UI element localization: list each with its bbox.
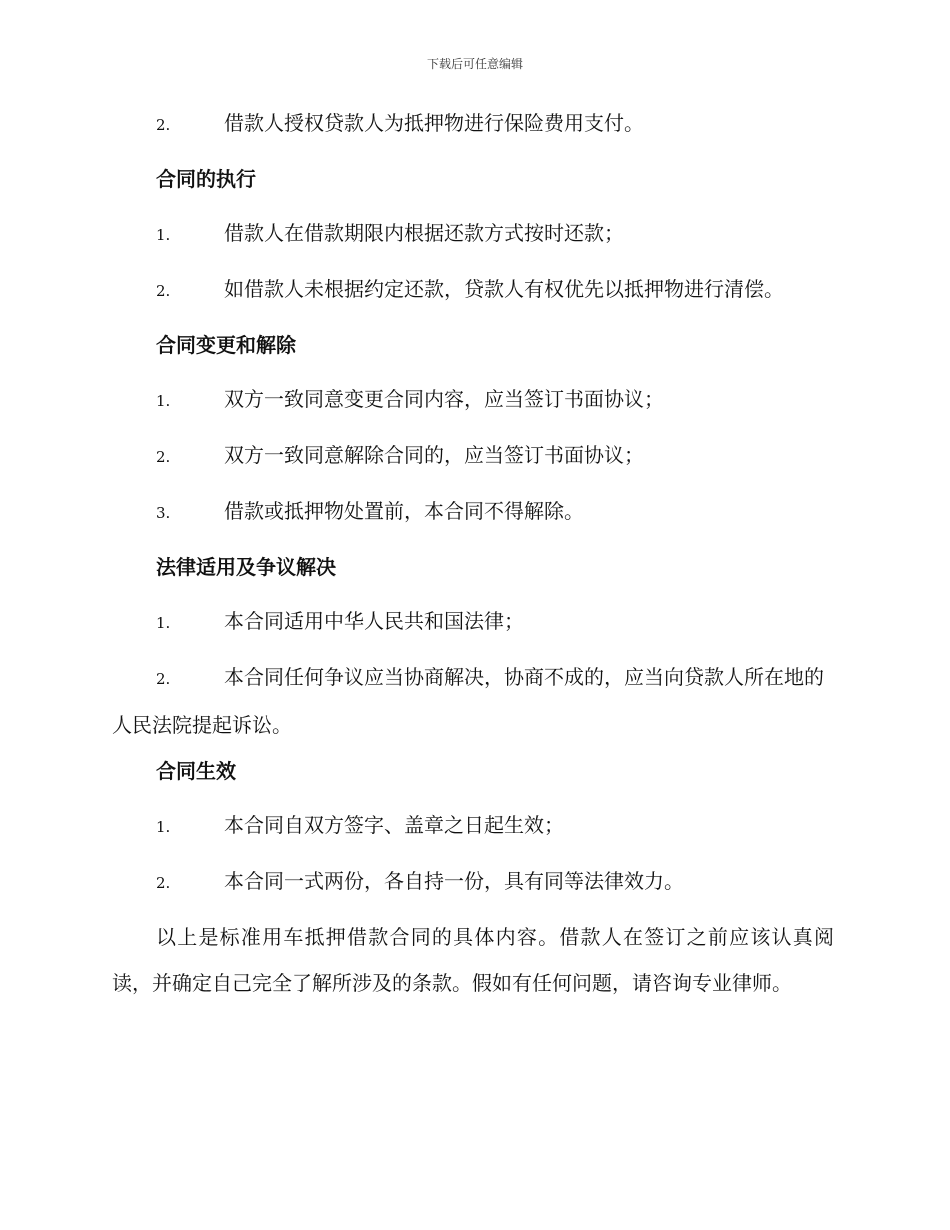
item-text: 本合同适用中华人民共和国法律； — [224, 609, 524, 633]
item-text: 双方一致同意解除合同的，应当签订书面协议； — [224, 443, 644, 467]
item-text: 借款或抵押物处置前，本合同不得解除。 — [224, 499, 584, 523]
list-item — [112, 108, 834, 140]
list-item — [112, 384, 834, 416]
list-item — [112, 496, 834, 528]
item-text: 借款人授权贷款人为抵押物进行保险费用支付。 — [224, 111, 644, 135]
item-number: 2. — [156, 670, 171, 688]
list-item — [112, 810, 834, 842]
section-heading: 法律适用及争议解决 — [156, 555, 336, 579]
list-item — [112, 866, 834, 898]
document-body — [112, 108, 834, 1006]
list-item — [112, 654, 834, 748]
item-number: 1. — [156, 818, 171, 836]
item-number: 3. — [156, 504, 171, 522]
item-text: 双方一致同意变更合同内容，应当签订书面协议； — [224, 387, 664, 411]
page-header: 下载后可任意编辑 — [426, 57, 523, 71]
item-number: 2. — [156, 116, 171, 134]
item-text: 如借款人未根据约定还款，贷款人有权优先以抵押物进行清偿。 — [224, 277, 784, 301]
closing-paragraph: 以上是标准用车抵押借款合同的具体内容。借款人在签订之前应该认真阅读，并确定自己完全了解所涉及的条款。假如有任何问题，请咨询专业律师。 — [112, 925, 834, 995]
item-number: 2. — [156, 448, 171, 466]
list-item — [112, 440, 834, 472]
item-number: 1. — [156, 226, 171, 244]
section-heading: 合同生效 — [156, 759, 236, 783]
item-number: 2. — [156, 874, 171, 892]
item-number: 1. — [156, 614, 171, 632]
section-heading: 合同变更和解除 — [156, 333, 296, 357]
list-item — [112, 274, 834, 306]
item-text: 本合同一式两份，各自持一份，具有同等法律效力。 — [224, 869, 684, 893]
item-text: 本合同自双方签字、盖章之日起生效； — [224, 813, 564, 837]
list-item — [112, 218, 834, 250]
item-number: 1. — [156, 392, 171, 410]
list-item — [112, 606, 834, 638]
section-heading: 合同的执行 — [156, 167, 256, 191]
item-text: 本合同任何争议应当协商解决，协商不成的，应当向贷款人所在地的人民法院提起诉讼。 — [112, 665, 824, 737]
item-number: 2. — [156, 282, 171, 300]
item-text: 借款人在借款期限内根据还款方式按时还款； — [224, 221, 624, 245]
